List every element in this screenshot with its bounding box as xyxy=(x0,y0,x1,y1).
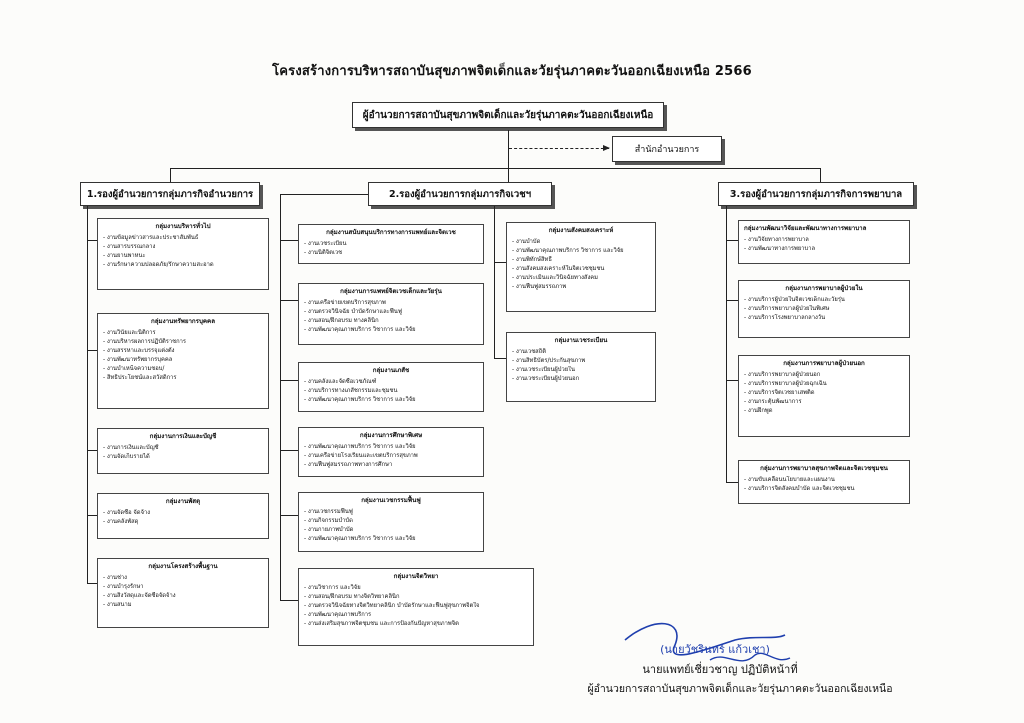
director-box: ผู้อำนวยการสถาบันสุขภาพจิตเด็กและวัยรุ่นภาคตะวันออกเฉียงเหนือ xyxy=(352,102,664,128)
list-item: - งานบริหารผลการปฏิบัติราชการ xyxy=(103,338,263,347)
list-item: - งานฟื้นฟูสมรรถภาพทางการศึกษา xyxy=(304,461,478,470)
list-item: - งานตรวจวินิจฉัย บำบัดรักษาและฟื้นฟู xyxy=(304,308,478,317)
connector xyxy=(280,600,298,601)
list-item: - งานฟื้นฟูสมรรถภาพ xyxy=(512,283,650,292)
connector xyxy=(280,300,298,301)
list-item: - งานฝึกพูด xyxy=(744,407,904,416)
group-hr xyxy=(97,313,269,409)
list-item: - งานตรวจวินิจฉัยทางจิตวิทยาคลินิก บำบัดรักษาและฟื้นฟูสุขภาพจิตใจ xyxy=(304,602,528,611)
list-item: - งานพัฒนาทรัพยากรบุคคล xyxy=(103,356,263,365)
group-special-education xyxy=(298,427,484,477)
list-item: - งานกระตุ้นพัฒนาการ xyxy=(744,398,904,407)
group-finance xyxy=(97,428,269,474)
arrow-head xyxy=(603,145,610,151)
list-item: - งานขับเคลื่อนนโยบายและแผนงาน xyxy=(744,476,904,485)
list-item: - สิทธิประโยชน์และสวัสดิการ xyxy=(103,374,263,383)
group-title: กลุ่มงานสังคมสงเคราะห์ xyxy=(548,227,614,234)
list-item: - งานวิจัยทางการพยาบาล xyxy=(744,236,904,245)
list-item: - งานเวชกรรมฟื้นฟู xyxy=(304,508,478,517)
list-item: - งานจัดเก็บรายได้ xyxy=(103,453,263,462)
group-title: กลุ่มงานบริหารทั่วไป xyxy=(155,223,211,230)
list-item: - งานพิทักษ์สิทธิ์ xyxy=(512,256,650,265)
connector xyxy=(494,206,495,358)
list-item: - งานบริการพยาบาลผู้ป่วยในพิเศษ xyxy=(744,305,904,314)
group-title: กลุ่มงานการแพทย์จิตเวชเด็กและวัยรุ่น xyxy=(340,288,442,295)
page-title: โครงสร้างการบริหารสถาบันสุขภาพจิตเด็กและวัยรุ่นภาคตะวันออกเฉียงเหนือ 2566 xyxy=(272,64,752,79)
connector xyxy=(280,515,298,516)
list-item: - งานบริการผู้ป่วยในจิตเวชเด็กและวัยรุ่น xyxy=(744,296,904,305)
connector xyxy=(280,194,368,195)
group-rehabilitation xyxy=(298,492,484,552)
list-item: - งานบำเหน็จความชอบ/ xyxy=(103,365,263,374)
list-item: - งานเวชระเบียนผู้ป่วยนอก xyxy=(512,375,650,384)
list-item: - งานพัฒนาทางการพยาบาล xyxy=(744,245,904,254)
list-item: - งานสอน/ฝึกอบรม ทางจิตวิทยาคลินิก xyxy=(304,593,528,602)
list-item: - งานสิทธิบัตร/ประกันสุขภาพ xyxy=(512,357,650,366)
group-title: กลุ่มงานการพยาบาลผู้ป่วยใน xyxy=(785,285,863,292)
connector xyxy=(87,515,97,516)
group-title: กลุ่มงานเภสัช xyxy=(372,367,410,374)
list-item: - งานจัดซื้อ จัดจ้าง xyxy=(103,509,263,518)
group-title: กลุ่มงานเวชกรรมฟื้นฟู xyxy=(361,497,421,504)
list-item: - งานวิชาการ และวิจัย xyxy=(304,584,528,593)
group-supplies xyxy=(97,493,269,539)
connector xyxy=(280,450,298,451)
group-pharmacy xyxy=(298,362,484,412)
dashed-connector xyxy=(509,148,609,149)
list-item: - งานพัฒนาคุณภาพบริการ วิชาการ และวิจัย xyxy=(304,326,478,335)
list-item: - งานประเมินและวินิจฉัยทางสังคม xyxy=(512,274,650,283)
deputy-box-nursing: 3.รองผู้อำนวยการกลุ่มภารกิจการพยาบาล xyxy=(718,182,914,206)
list-item: - งานเวชระเบียน xyxy=(304,240,478,249)
group-title: กลุ่มงานทรัพยากรบุคคล xyxy=(151,318,215,325)
list-item: - งานสิ่งวัสดุและจัดซื้อจัดจ้าง xyxy=(103,592,263,601)
connector xyxy=(87,583,97,584)
list-item: - งานรักษาความปลอดภัย/รักษาความสะอาด xyxy=(103,261,263,270)
list-item: - งานบริการทางเภสัชกรรมและชุมชน xyxy=(304,387,478,396)
group-infrastructure xyxy=(97,558,269,628)
group-medical-records xyxy=(506,332,656,402)
connector xyxy=(726,300,738,301)
group-general-admin xyxy=(97,218,269,290)
list-item: - งานบริการจิตสังคมบำบัด และจิตเวชชุมชน xyxy=(744,485,904,494)
list-item: - งานเวชระเบียนผู้ป่วยใน xyxy=(512,366,650,375)
group-inpatient-nursing xyxy=(738,280,910,338)
list-item: - งานคลังพัสดุ xyxy=(103,518,263,527)
connector xyxy=(508,130,509,168)
list-item: - งานพัฒนาคุณภาพบริการ วิชาการ และวิจัย xyxy=(512,247,650,256)
signature-position: นายแพทย์เชี่ยวชาญ ปฏิบัติหน้าที่ xyxy=(642,663,798,676)
group-title: กลุ่มงานจิตวิทยา xyxy=(393,573,439,580)
group-nursing-research xyxy=(738,220,910,264)
group-psychology xyxy=(298,568,534,646)
list-item: - งานคลังและจัดซื้อเวชภัณฑ์ xyxy=(304,378,478,387)
group-title: กลุ่มงานเวชระเบียน xyxy=(554,337,608,344)
list-item: - งานเครือข่ายเขตบริการสุขภาพ xyxy=(304,299,478,308)
group-title: กลุ่มงานสนับสนุนบริการทางการแพทย์และจิตเวช xyxy=(326,229,456,236)
group-medical-support xyxy=(298,224,484,264)
list-item: - งานสังคมสงเคราะห์ในจิตเวชชุมชน xyxy=(512,265,650,274)
list-item: - งานยานพาหนะ xyxy=(103,252,263,261)
list-item: - งานกายภาพบำบัด xyxy=(304,526,478,535)
list-item: - งานบริการโรงพยาบาลกลางวัน xyxy=(744,314,904,323)
list-item: - งานพัฒนาคุณภาพบริการ xyxy=(304,611,528,620)
list-item: - งานพัฒนาคุณภาพบริการ วิชาการ และวิจัย xyxy=(304,443,478,452)
group-title: กลุ่มงานการพยาบาลสุขภาพจิตและจิตเวชชุมชน xyxy=(760,465,888,472)
connector xyxy=(87,350,97,351)
list-item: - งานบริการจิตเวชยาเสพติด xyxy=(744,389,904,398)
group-title: กลุ่มงานการพยาบาลผู้ป่วยนอก xyxy=(783,360,865,367)
list-item: - งานเวชสถิติ xyxy=(512,348,650,357)
deputy-box-medical: 2.รองผู้อำนวยการกลุ่มภารกิจเวชฯ xyxy=(368,182,552,206)
list-item: - งานบำบัด xyxy=(512,238,650,247)
connector xyxy=(170,168,820,169)
list-item: - งานบริการพยาบาลผู้ป่วยนอก xyxy=(744,371,904,380)
connector xyxy=(87,206,88,584)
connector xyxy=(726,240,738,241)
connector xyxy=(726,482,738,483)
list-item: - งานช่าง xyxy=(103,574,263,583)
list-item: - งานเครือข่ายโรงเรียนและเขตบริการสุขภาพ xyxy=(304,452,478,461)
list-item: - งานข้อมูลข่าวสารและประชาสัมพันธ์ xyxy=(103,234,263,243)
list-item: - งานการเงินและบัญชี xyxy=(103,444,263,453)
connector xyxy=(280,380,298,381)
group-title: กลุ่มงานพัสดุ xyxy=(165,498,201,505)
signature-name: (นายวัชรินทร์ แก้วเชา) xyxy=(660,643,770,656)
list-item: - งานสนาม xyxy=(103,601,263,610)
office-box: สำนักอำนวยการ xyxy=(612,136,722,162)
deputy-box-admin: 1.รองผู้อำนวยการกลุ่มภารกิจอำนวยการ xyxy=(80,182,260,206)
list-item: - งานบำรุงรักษา xyxy=(103,583,263,592)
list-item: - งานสอน/ฝึกอบรม ทางคลินิก xyxy=(304,317,478,326)
list-item: - งานนิติจิตเวช xyxy=(304,249,478,258)
list-item: - งานสารบรรณกลาง xyxy=(103,243,263,252)
list-item: - งานสรรหาและบรรจุแต่งตั้ง xyxy=(103,347,263,356)
list-item: - งานบริการพยาบาลผู้ป่วยฉุกเฉิน xyxy=(744,380,904,389)
group-outpatient-nursing xyxy=(738,355,910,437)
group-title: กลุ่มงานโครงสร้างพื้นฐาน xyxy=(148,563,218,570)
connector xyxy=(87,240,97,241)
group-social-work xyxy=(506,222,656,312)
connector xyxy=(494,262,506,263)
connector xyxy=(87,450,97,451)
connector xyxy=(280,194,281,600)
connector xyxy=(494,358,506,359)
group-title: กลุ่มงานพัฒนาวิจัยและพัฒนาทางการพยาบาล xyxy=(744,225,867,232)
group-child-psychiatry xyxy=(298,283,484,345)
list-item: - งานพัฒนาคุณภาพบริการ วิชาการ และวิจัย xyxy=(304,535,478,544)
list-item: - งานวินัยและนิติการ xyxy=(103,329,263,338)
connector xyxy=(280,240,298,241)
connector xyxy=(726,206,727,482)
group-title: กลุ่มงานการศึกษาพิเศษ xyxy=(359,432,423,439)
group-community-nursing xyxy=(738,460,910,504)
list-item: - งานพัฒนาคุณภาพบริการ วิชาการ และวิจัย xyxy=(304,396,478,405)
list-item: - งานส่งเสริมสุขภาพจิตชุมชน และการป้องกันปัญหาสุขภาพจิต xyxy=(304,620,528,629)
signature-org: ผู้อำนวยการสถาบันสุขภาพจิตเด็กและวัยรุ่นภาคตะวันออกเฉียงเหนือ xyxy=(587,683,893,695)
list-item: - งานกิจกรรมบำบัด xyxy=(304,517,478,526)
connector xyxy=(726,380,738,381)
group-title: กลุ่มงานการเงินและบัญชี xyxy=(149,433,217,440)
